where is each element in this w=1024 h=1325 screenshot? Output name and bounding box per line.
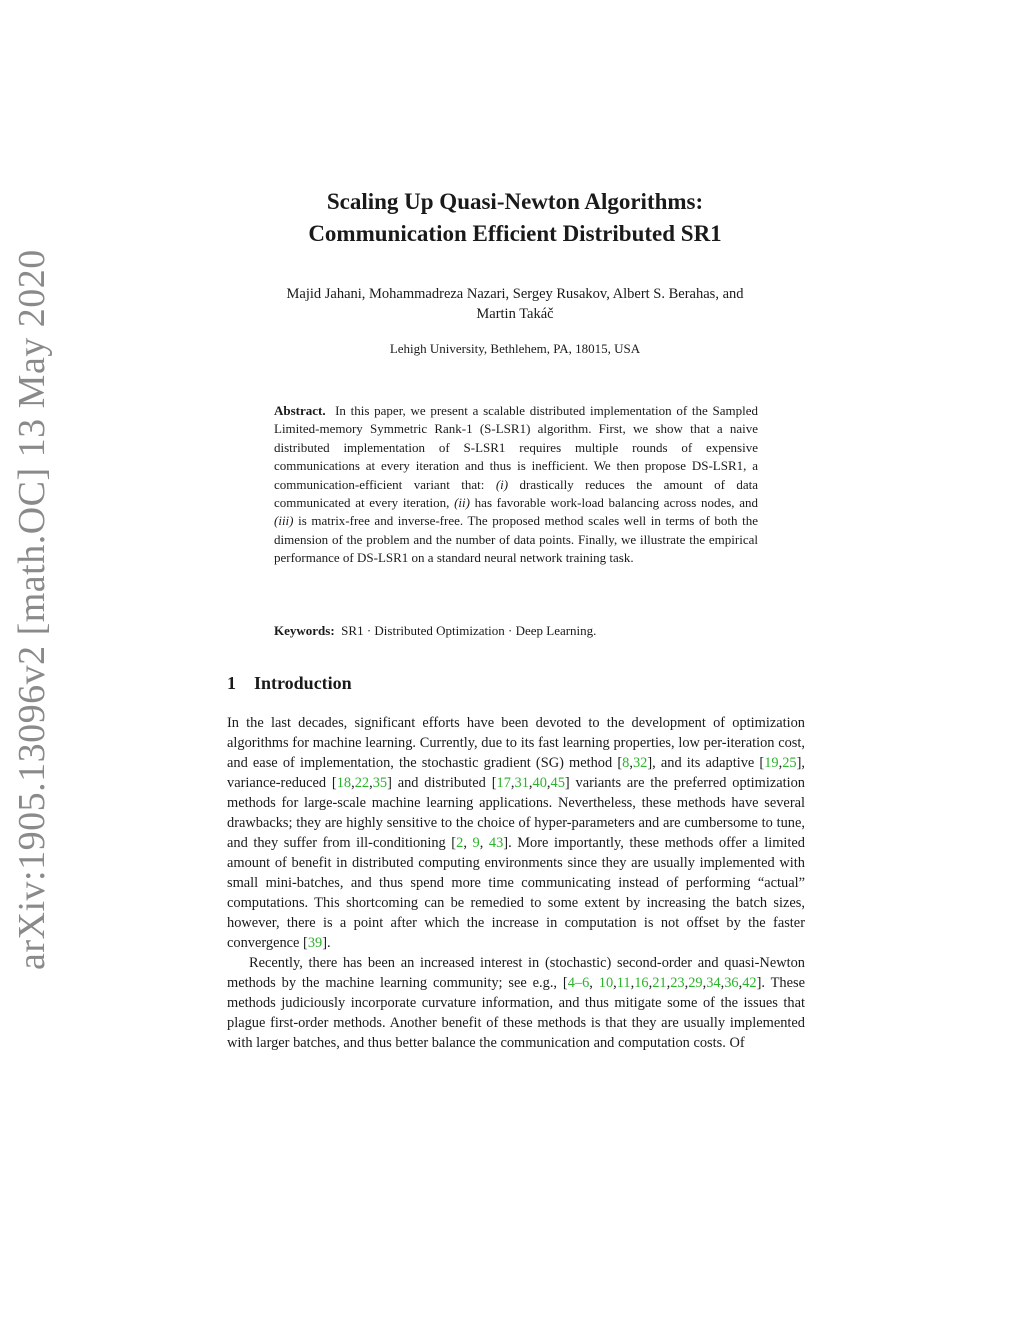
affiliation: Lehigh University, Bethlehem, PA, 18015, USA: [389, 341, 641, 356]
citation-link[interactable]: 19: [764, 755, 779, 771]
keywords-text: SR1 · Distributed Optimization · Deep Learning.: [341, 623, 597, 638]
citation-link[interactable]: 29: [688, 975, 703, 991]
abstract-item-iii: (iii): [274, 513, 294, 529]
text-run: In the last decades, significant efforts have been devoted to the development of optimization algorithms for machine learning. Currently, due to its fast learning properties, low per-iteration cost, and ease of implementation, the stochastic gradient (SG) method [: [227, 715, 805, 771]
paragraph-1: [227, 713, 805, 953]
text-run: ,: [684, 975, 689, 991]
text-run: ]. These methods judiciously incorporate curvature information, and thus mitigate some of the issues that plague first-order methods. Another benefit of these methods is that they are usually implemented with larger batches, and thus better balance the communication and computation costs. Of: [227, 975, 805, 1051]
citation-link[interactable]: 22: [354, 775, 370, 791]
citation-link[interactable]: 18: [336, 775, 352, 791]
citation-link[interactable]: 43: [488, 835, 504, 851]
text-run: ,: [351, 775, 355, 791]
text-run: ].: [322, 935, 331, 951]
text-run: ,: [479, 835, 489, 851]
citation-link[interactable]: 4–6: [567, 975, 590, 991]
text-run: ,: [778, 755, 783, 771]
text-run: Recently, there has been an increased interest in (stochastic) second-order and quasi-Newton methods by the machine learning community; see e.g., [: [227, 955, 805, 991]
abstract-text-4: is matrix-free and inverse-free. The proposed method scales well in terms of both the dimension of the problem and the number of data points. Finally, we illustrate the empirical performance of DS-LSR1 on a standard neural network training task.: [274, 513, 758, 566]
author-list: [224, 284, 806, 324]
abstract-text-1: In this paper, we present a scalable distributed implementation of the Sampled Limited-memory Symmetric Rank-1 (S-LSR1) algorithm. First, we show that a naive distributed implementation of S-LSR1 requires multiple rounds of expensive communications at every iteration and thus is inefficient. We then propose DS-LSR1, a communication-efficient variant that:: [274, 403, 758, 492]
text-run: ]. More importantly, these methods offer a limited amount of benefit in distributed computing environments since they are usually implemented with small mini-batches, and thus spend more time communicating instead of performing “actual” computations. This shortcoming can be remedied to some extent by increasing the batch sizes, however, there is a point after which the increase in computation is not offset by the faster convergence [: [227, 835, 805, 951]
text-run: ,: [720, 975, 725, 991]
text-run: ,: [630, 975, 635, 991]
citation-link[interactable]: 17: [496, 775, 511, 791]
paper-title: [200, 186, 830, 250]
text-run: ] variants are the preferred optimization methods for large-scale machine learning applications. Nevertheless, these methods have several drawbacks; they are highly sensitive to the choice of hyper-parameters and are cumbersome to tune, and they suffer from ill-conditioning [: [227, 775, 805, 851]
abstract-label: Abstract.: [274, 403, 326, 418]
citation-link[interactable]: 8: [622, 755, 630, 771]
arxiv-stamp: arXiv:1905.13096v2 [math.OC] 13 May 2020: [11, 249, 53, 970]
text-run: ,: [648, 975, 653, 991]
abstract: [274, 402, 758, 568]
authors-line-1: Majid Jahani, Mohammadreza Nazari, Sergey Rusakov, Albert S. Berahas, and: [286, 286, 744, 302]
citation-link[interactable]: 10: [598, 975, 614, 991]
text-run: ,: [613, 975, 617, 991]
text-run: ,: [702, 975, 707, 991]
text-run: ,: [369, 775, 373, 791]
title-line-2: Communication Efficient Distributed SR1: [308, 221, 722, 246]
text-run: ], variance-reduced [: [227, 755, 805, 791]
citation-link[interactable]: 2: [456, 835, 464, 851]
abstract-item-i: (i): [495, 476, 509, 492]
abstract-item-ii: (ii): [454, 495, 470, 511]
text-run: ,: [463, 835, 473, 851]
citation-link[interactable]: 16: [634, 975, 649, 991]
section-number: 1: [227, 673, 236, 693]
citation-link[interactable]: 39: [307, 935, 323, 951]
citation-link[interactable]: 21: [652, 975, 667, 991]
citation-link[interactable]: 31: [514, 775, 529, 791]
title-line-1: Scaling Up Quasi-Newton Algorithms:: [326, 189, 704, 214]
text-run: ,: [738, 975, 743, 991]
text-run: ,: [629, 755, 633, 771]
citation-link[interactable]: 23: [670, 975, 685, 991]
citation-link[interactable]: 45: [550, 775, 565, 791]
citation-link[interactable]: 36: [724, 975, 739, 991]
citation-link[interactable]: 25: [782, 755, 797, 771]
citation-link[interactable]: 34: [706, 975, 721, 991]
citation-link[interactable]: 9: [472, 835, 480, 851]
text-run: ,: [666, 975, 671, 991]
text-run: ,: [510, 775, 515, 791]
authors-line-2: Martin Takáč: [476, 306, 554, 322]
citation-link[interactable]: 42: [742, 975, 757, 991]
citation-link[interactable]: 11: [616, 975, 631, 991]
section-title: Introduction: [254, 673, 352, 693]
citation-link[interactable]: 35: [372, 775, 388, 791]
keywords: [274, 622, 758, 640]
citation-link[interactable]: 32: [632, 755, 648, 771]
text-run: ], and its adaptive [: [647, 755, 765, 771]
body-text: [227, 713, 805, 1053]
text-run: ,: [528, 775, 533, 791]
citation-link[interactable]: 40: [532, 775, 547, 791]
abstract-text-3: has favorable work-load balancing across nodes, and: [469, 495, 758, 511]
text-run: ,: [546, 775, 551, 791]
text-run: ] and distributed [: [387, 775, 497, 791]
section-heading: [227, 673, 352, 694]
abstract-text-2: drastically reduces the amount of data communicated at every iteration,: [274, 476, 759, 511]
text-run: ,: [589, 975, 599, 991]
keywords-label: Keywords:: [274, 623, 335, 638]
paragraph-2: [227, 953, 805, 1053]
